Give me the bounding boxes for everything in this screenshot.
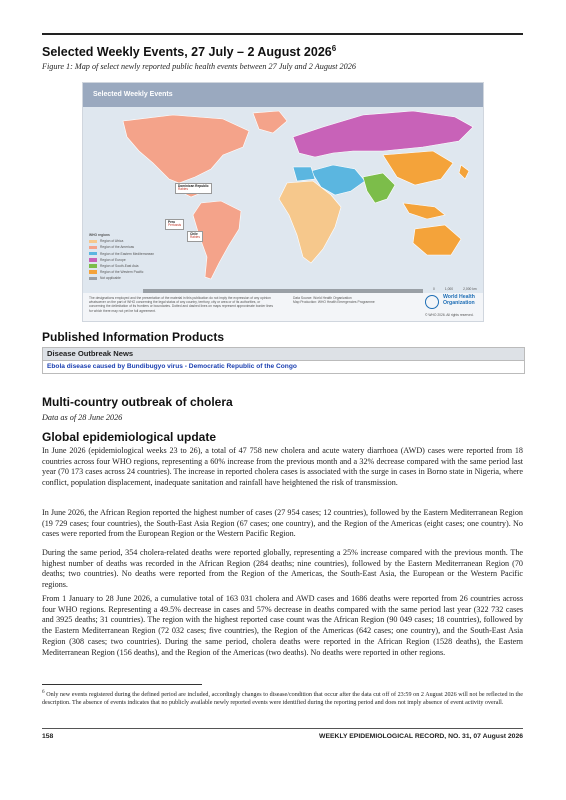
cholera-heading: Multi-country outbreak of cholera [42,395,233,409]
legend-item: Region of Europe [89,257,154,263]
legend-item: Region of the Eastern Mediterranean [89,251,154,257]
map-footer [83,293,483,321]
info-products-table [42,347,525,374]
legend-swatch [89,252,97,256]
legend-item: Region of Africa [89,238,154,244]
map-header [83,83,483,107]
footnote: $^6$ Only new events registered during the defined period are included, accordingly changes to disease/condition that occur after the data cut off of 23:59 on 2 August 2026 will not be reflected in the description. The absence of events indicates that no publicly available newly reported events were identified during the reporting period and does not imply absence of event activity overall. [42,689,523,707]
table-header: Disease Outbreak News [43,348,524,361]
legend-item: Region of South-East Asia [89,263,154,269]
page-number: 158 [42,733,54,740]
map-callout[interactable]: Chile Rabies [187,231,203,242]
map-scale-labels: 0 1,000 2,000 km [433,287,477,291]
map-legend [89,233,154,282]
legend-swatch [89,264,97,268]
map-title: Selected Weekly Events [93,91,173,98]
footer-rule [42,728,523,729]
paragraph: During the same period, 354 cholera-related deaths were reported globally, representing a 25% increase compared with the previous month. The highest number of deaths was recorded in the African Region (284 deaths; nine countries), followed by the Eastern Mediterranean Region (70 deaths; two countries). No deaths were reported from the Region of the Americas, the South-East Asia, the European or the Western Pacific regions. [42,548,523,590]
legend-title: WHO regions [89,233,110,237]
data-date: Data as of 28 June 2026 [42,413,123,422]
products-heading: Published Information Products [42,330,225,344]
legend-item: Region of the Americas [89,244,154,250]
footnote-rule [42,684,202,685]
map-source: Data Source: World Health Organization Map Production: WHO Health Emergencies Programme [293,296,375,305]
map-disclaimer: The designations employed and the presentation of the material in this publication do not imply the expression of any opinion whatsoever on the part of WHO concerning the legal status of any country, territory, city or area or of its authorities, or concerning the delimitation of its frontiers or boundaries. Dotted and dashed lines on maps represent approximate border lines for which there may not yet be full agreement. [89,296,273,313]
legend-swatch [89,270,97,274]
legend-swatch [89,246,97,250]
footnote-ref[interactable]: 6 [331,44,337,53]
map-callout[interactable]: Peru Pertussis [165,219,184,230]
legend-swatch [89,258,97,262]
paragraph: In June 2026 (epidemiological weeks 23 to 26), a total of 47 758 new cholera and acute watery diarrhoea (AWD) cases were reported from 18 countries across four WHO regions, representing a 60% increase from the previous month and a 32% decrease compared with the same period last year (70 173 cases across 24 countries). The increase in reported cholera cases is associated with the surge in cases in Borno state in Nigeria, where conflict, population displacement, inadequate sanitation and rainfall have heightened the risk of transmission. [42,446,523,488]
legend-swatch [89,240,97,244]
legend-item: Region of the Western Pacific [89,269,154,275]
who-emblem-icon [425,295,439,309]
figure-caption: Figure 1: Map of select newly reported public health events between 27 July and 2 August 2026 [42,62,356,71]
map-copyright: © WHO 2026. All rights reserved. [425,313,474,317]
legend-item: Not applicable [89,275,154,281]
world-map-figure [82,82,484,322]
section-title: Selected Weekly Events, 27 July – 2 August 2026$^6$ [42,44,337,60]
paragraph: In June 2026, the African Region reported the highest number of cases (27 954 cases; 12 countries), followed by the Eastern Mediterranean Region (19 729 cases; four countries), the South-East Asia Region (67 cases; one country), and the Region of the Americas (eight cases; one country). No cases were reported from the European Region or the Western Pacific Region. [42,508,523,539]
running-title: WEEKLY EPIDEMIOLOGICAL RECORD, NO. 31, 07 August 2026 [319,733,523,740]
paragraph: From 1 January to 28 June 2026, a cumulative total of 163 031 cholera and AWD cases and 1686 deaths were reported from 26 countries across four WHO regions. Representing a 49.5% decrease in cases and 57% decrease in deaths compared with the same period last year (322 732 cases and 3925 deaths; 31 countries). The region with the highest reported case count was the African Region (90 049 cases; 18 countries), followed by the Eastern Mediterranean Region (72 032 cases; five countries), the Region of the Americas (642 cases; one country), and the South-East Asia Region (308 cases; two countries). During the same period, cholera deaths were reported in the African Region (1528 deaths), the Eastern Mediterranean Region (156 deaths), and the Region of the Americas (two deaths). No deaths were reported in other regions. [42,594,523,657]
legend-swatch [89,277,97,281]
map-callout[interactable]: Dominican Republic Rabies [175,183,212,194]
top-rule [42,33,523,35]
global-update-heading: Global epidemiological update [42,430,217,444]
don-link[interactable]: Ebola disease caused by Bundibugyo virus - Democratic Republic of the Congo [47,363,297,370]
who-logo-text: World Health Organization [443,294,475,306]
